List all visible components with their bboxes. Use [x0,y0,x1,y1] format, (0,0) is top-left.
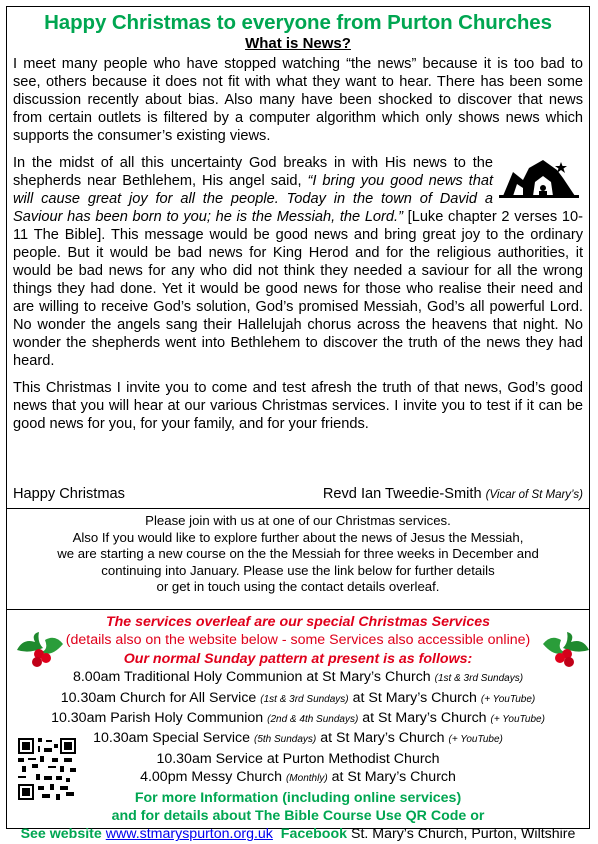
service-item: 10.30am Parish Holy Communion (2nd & 4th Sundays) at St Mary’s Church (+ YouTube) [51,710,545,727]
facebook-page: St. Mary’s Church, Purton, Wiltshire [350,826,576,843]
nativity-icon [499,158,579,198]
invite-line: we are starting a new course on the the Messiah for three weeks in December and [57,546,539,561]
services-heading: The services overleaf are our special Christmas Services [105,614,491,630]
newsletter-page [6,6,590,843]
invite-line: Also If you would like to explore further about the news of Jesus the Messiah, [72,529,524,545]
bible-quote: “I bring you good news that will cause great joy for all the people. Today in the town of David a Saviour has been born to you; he is the Messiah, the Lord.” [13,173,494,225]
invite-line: continuing into January. Please use the link below for further details [101,562,495,578]
author-name: Revd Ian Tweedie-Smith [322,486,482,502]
invite-line: Please join with us at one of our Christmas services. [145,513,451,528]
services-subheading: (details also on the website below - some Services also accessible online) [65,632,531,649]
service-item: 10.30am Service at Purton Methodist Church [156,750,440,767]
more-info-line-1: For more Information (including online services) [134,789,462,806]
paragraph-2-intro: In the midst of all this uncertainty God breaks in with His news to the shepherds near Bethlehem, His angel said, [13,155,493,189]
headline: Happy Christmas to everyone from Purton Churches [44,11,552,34]
paragraph-2-rest: [Luke chapter 2 verses 10-11 The Bible]. This message would be good news and bring great joy to the ordinary people. But it would be bad news for King Herod and for the religious authorities, it would be bad news for any who did not think they needed a saviour for all the wrong things they had done. Yet it would be good news for those who realise their need and are willing to receive God’s solution, God’s promised Messiah, God’s all powerful Lord. No wonder the angels sang their Hallelujah chorus across the heavens that night. No wonder the shepherds went into Bethlehem to discover the truth of the news they had heard. [13,209,583,369]
paragraph-3: This Christmas I invite you to come and test afresh the truth of that news, God’s good news that you will hear at our various Christmas services. I invite you to test if it can be good news for you, for your family, and for your friends. [13,380,583,432]
holly-icon [541,628,591,672]
service-item: 10.30am Church for All Service (1st & 3rd Sundays) at St Mary’s Church (+ YouTube) [60,689,536,706]
article-section [7,7,589,509]
article-subheading: What is News? [245,35,351,52]
qr-code-icon[interactable] [18,738,76,800]
invite-text [7,509,589,596]
article-body [13,55,583,433]
service-item: 10.30am Special Service (5th Sundays) at St Mary’s Church (+ YouTube) [93,730,503,747]
holly-icon [15,628,65,672]
paragraph-2 [13,154,583,370]
author [323,485,583,504]
invite-section [7,509,589,610]
website-link[interactable]: www.stmaryspurton.org.uk [105,826,273,843]
website-line [7,825,589,843]
invite-line: or get in touch using the contact details overleaf. [156,579,440,594]
sunday-pattern-heading: Our normal Sunday pattern at present is as follows: [123,650,473,667]
signoff: Happy Christmas [13,486,125,502]
service-item: 8.00am Traditional Holy Communion at St Mary’s Church (1st & 3rd Sundays) [72,669,524,686]
services-section [7,610,589,843]
see-website-label: See website [20,826,102,843]
more-info-line-2: and for details about The Bible Course Use QR Code or [111,808,485,825]
service-item: 4.00pm Messy Church (Monthly) at St Mary’s Church [140,769,456,786]
paragraph-1: I meet many people who have stopped watching “the news” because it is too bad to see, others because it does not fit with what they want to hear. There has been some discussion recently about bias. Also many have been shocked to discover that news from certain outlets is filtered by a computer algorithm which only shows news which supports the consumer’s existing views. [13,56,583,144]
facebook-label: Facebook [280,826,348,843]
services-list [7,610,589,844]
author-role: (Vicar of St Mary’s) [485,489,583,501]
